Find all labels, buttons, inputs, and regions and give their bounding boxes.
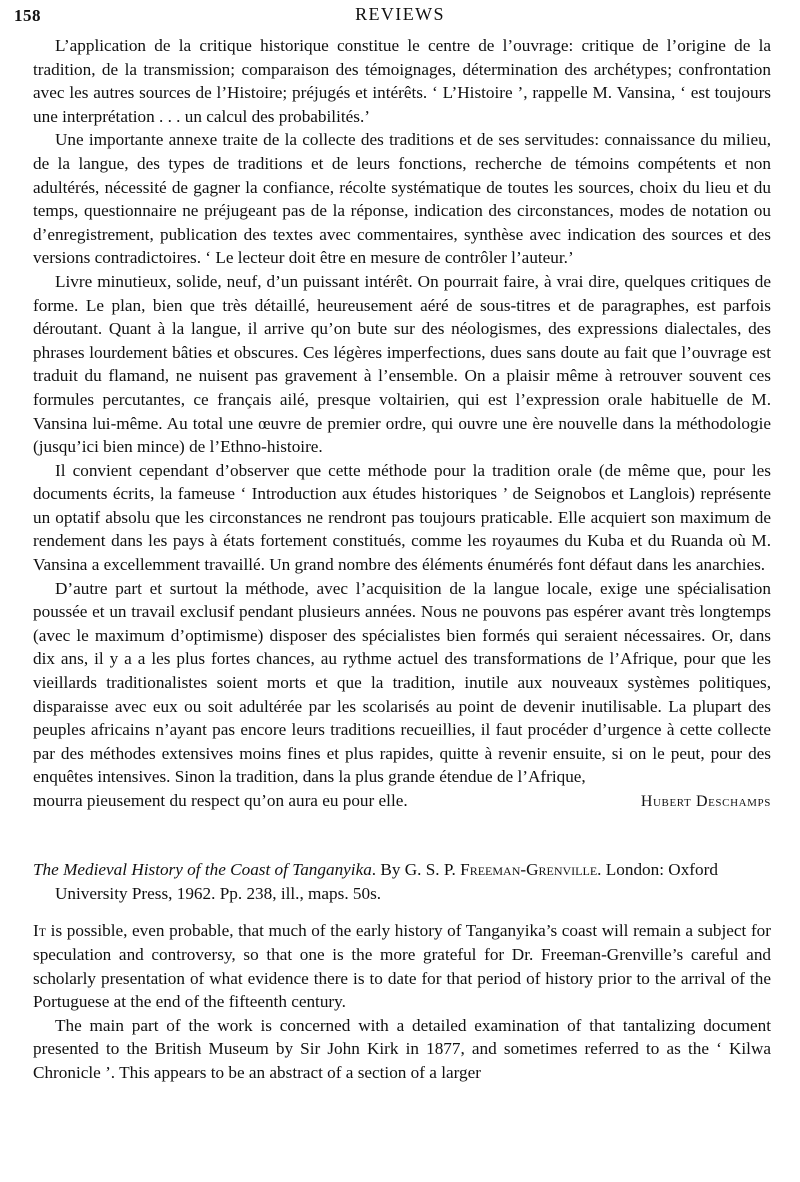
paragraph: Il convient cependant d’observer que cette méthode pour la tradition orale (de même que, pour les documents écrits, la fameuse ‘ Introduction aux études historiques ’ de Seignobos et Langlois) représente un optatif absolu que les circonstances ne rendront pas toujours praticable. Elle acquiert son maximum de rendement dans les pays à états fortement constitués, comme les royaumes du Kuba et du Ruanda où M. Vansina a excellemment travaillé. Un grand nombre des éléments énumérés font défaut dans les anarchies. (33, 460, 771, 575)
book-title: The Medieval History of the Coast of Tanganyika (33, 859, 372, 879)
citation-imprint: . London: Oxford University Press, 1962. Pp. 238, ill., maps. 50s. (55, 859, 718, 903)
signature-line (33, 789, 771, 814)
section-gap (33, 814, 771, 858)
page-folio: 158 (14, 6, 41, 25)
book-citation (33, 858, 771, 907)
text-block (19, 34, 781, 1085)
book-author: Freeman-Grenville (460, 859, 598, 879)
running-head-title: REVIEWS (355, 4, 445, 24)
citation-gap (33, 906, 771, 919)
paragraph: The main part of the work is concerned with a detailed examination of that tantalizing document presented to the British Museum by Sir John Kirk in 1877, and sometimes referred to as the ‘ Kilwa Chronicle ’. This appears to be an abstract of a section of a larger (33, 1015, 771, 1082)
paragraph: D’autre part et surtout la méthode, avec l’acquisition de la langue locale, exige une spécialisation poussée et un travail exclusif pendant plusieurs années. Nous ne pouvons pas espérer avant très longtemps (avec le maximum d’optimisme) disposer des spécialistes bien formés qui seraient nécessaires. Or, dans dix ans, il y a a les plus fortes chances, au rythme actuel des transformations de l’Afrique, pour que les vieillards traditionalistes soient morts et que la tradition, inutile aux nouveaux systèmes politiques, disparaisse avec eux ou soit adultérée par les scolarisés au point de devenir inutilisable. La plupart des peuples africains n’ayant pas encore leurs traditions recueillies, il faut procéder d’urgence à cette collecte par des méthodes extensives moins fines et plus rapides, quitte à revenir ensuite, si on le peut, pour des enquêtes intensives. Sinon la tradition, dans la plus grande étendue de l’Afrique, (33, 578, 771, 787)
paragraph: L’application de la critique historique constitue le centre de l’ouvrage: critique de l’origine de la tradition, de la transmission; comparaison des témoignages, détermination des archétypes; confrontation avec les autres sources de l’Histoire; préjugés et intérêts. ‘ L’Histoire ’, rappelle M. Vansina, ‘ est toujours une interprétation . . . un calcul des probabilités.’ (33, 36, 771, 126)
reviewer-signature: Hubert Deschamps (640, 793, 771, 810)
paragraph: Livre minutieux, solide, neuf, d’un puissant intérêt. On pourrait faire, à vrai dire, quelques critiques de forme. Le plan, bien que très détaillé, heureusement aéré de sous-titres et de paragraphes, est parfois déroutant. Quant à la langue, il arrive qu’on bute sur des néologismes, des expressions dialectales, des phrases lourdement bâties et obscures. Ces légères imperfections, dues sans doute au fait que l’ouvrage est traduit du flamand, ne nuisent pas gravement à l’ensemble. On a plaisir même à retrouver souvent ces formules percutantes, ce français ailé, presque voltairien, qui est l’expression orale habituelle de M. Vansina lui-même. Au total une œuvre de premier ordre, qui ouvre une ère nouvelle dans la méthodologie (jusqu’ici bien mince) de l’Ethno-histoire. (33, 271, 771, 457)
paragraph-tail: mourra pieusement du respect qu’on aura eu pour elle. (33, 791, 408, 810)
paragraph: Une importante annexe traite de la collecte des traditions et de ses servitudes: connaissance du milieu, de la langue, des types de traditions et de leurs fonctions, recherche de témoins compétents et non adultérés, nécessité de gagner la confiance, récolte systématique de toutes les sources, choix du lieu et du temps, questionnaire ne préjugeant pas de la réponse, indication des circonstances, modes de notation ou d’enregistrement, publication des textes avec commentaires, synthèse avec indication des sources et des versions contradictoires. ‘ Le lecteur doit être en mesure de contrôler l’auteur.’ (33, 130, 771, 268)
citation-by-label: . By G. S. P. (371, 859, 461, 879)
paragraph-text: is possible, even probable, that much of the early history of Tanganyika’s coast will remain a subject for speculation and controversy, so that one is the more grateful for Dr. Freeman-Grenville’s careful and scholarly presentation of what evidence there is to date for that period of history prior to the arrival of the Portuguese at the end of the fifteenth century. (33, 921, 771, 1012)
running-head (0, 4, 800, 34)
paragraph (33, 919, 771, 1013)
paragraph-opening-smallcaps: It (33, 921, 47, 941)
